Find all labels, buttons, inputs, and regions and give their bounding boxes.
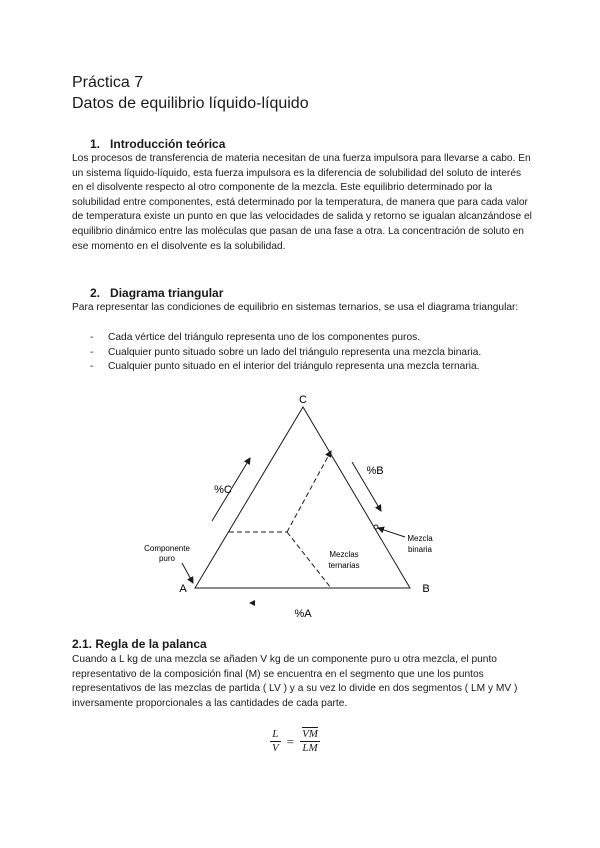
vertex-a-label: A [179, 583, 187, 595]
pct-c-label: %C [214, 484, 232, 496]
binary-point [374, 525, 378, 529]
pointer-mezcla-binaria [378, 528, 405, 537]
rhs-numerator: $\overline{VM}$ [302, 728, 318, 740]
rhs-fraction [300, 728, 320, 755]
componente-label: Componente [144, 544, 190, 553]
bullet-marker: - [90, 346, 94, 358]
vertex-b-label: B [422, 583, 430, 595]
section-1-paragraph: Los procesos de transferencia de materia necesitan de una fuerza impulsora para llevarse a cabo. En un sistema líquido-líquido, esta fuerza impulsora es la diferencia de solubilidad del soluto de interés en el disolvente respecto al otro componente de la mezcla. Este equilibrio determinado por la solubilidad entre componentes, está determinado por la temperatura, de manera que para cada valor de temperatura existe un punto en que las velocidades de salida y retorno se igualan alcanzándose el equilibrio dinámico entre las moléculas que pasan de una fase a otra. La concentración de soluto en ese momento en el disolvente es la solubilidad. [72, 153, 532, 252]
ternarias-label: ternarias [328, 561, 360, 570]
lhs-numerator: L [270, 728, 281, 742]
title-line-2: Datos de equilibrio líquido-líquido [72, 95, 309, 112]
pointer-componente-puro [182, 563, 193, 583]
pct-b-label: %B [366, 465, 384, 477]
puro-label: puro [158, 554, 176, 563]
section-2-title: Diagrama triangular [110, 286, 224, 300]
section-2-1-paragraph: Cuando a L kg de una mezcla se añaden V kg de un componente puro u otra mezcla, el punto representativo de la composición final (M) se encuentra en el segmento que une los puntos representativos de las mezclas de partida ( LV ) y a su vez lo divide en dos segmentos ( LM y MV ) inversamente proporcionales a las cantidades de cada parte. [72, 654, 518, 709]
mezclas-label: Mezclas [329, 550, 359, 559]
section-1-number: 1. [90, 137, 101, 151]
lhs-fraction [270, 728, 281, 755]
section-1-title: Introducción teórica [110, 137, 226, 151]
binaria-label: binaria [407, 545, 433, 554]
mezcla-label: Mezcla [407, 534, 433, 543]
title-line-1: Práctica 7 [72, 74, 144, 91]
bullet-marker: - [90, 332, 94, 343]
bullet-text: Cualquier punto situado sobre un lado del triángulo representa una mezcla binaria. [108, 346, 482, 358]
arrow-a-marker [249, 600, 255, 606]
triangle-outline [195, 407, 410, 588]
lhs-denominator: V [272, 742, 279, 754]
section-2-number: 2. [90, 286, 101, 300]
equals-sign: = [286, 733, 295, 749]
dash-line-to-b-side [287, 451, 331, 532]
bullet-text: Cualquier punto situado en el interior del triángulo representa una mezcla ternaria. [108, 361, 480, 373]
bullet-marker: - [90, 361, 94, 373]
dash-line-to-a-side [287, 532, 331, 588]
section-2-1-title: 2.1. Regla de la palanca [72, 637, 207, 651]
vertex-c-label: C [299, 394, 307, 406]
bullet-text: Cada vértice del triángulo representa uno de los componentes puros. [108, 332, 421, 343]
lever-rule-formula [270, 728, 320, 755]
section-2-intro: Para representar las condiciones de equilibrio en sistemas ternarios, se usa el diagrama triangular: [72, 302, 519, 313]
rhs-denominator: LM [302, 742, 318, 754]
pct-a-label: %A [294, 608, 312, 620]
